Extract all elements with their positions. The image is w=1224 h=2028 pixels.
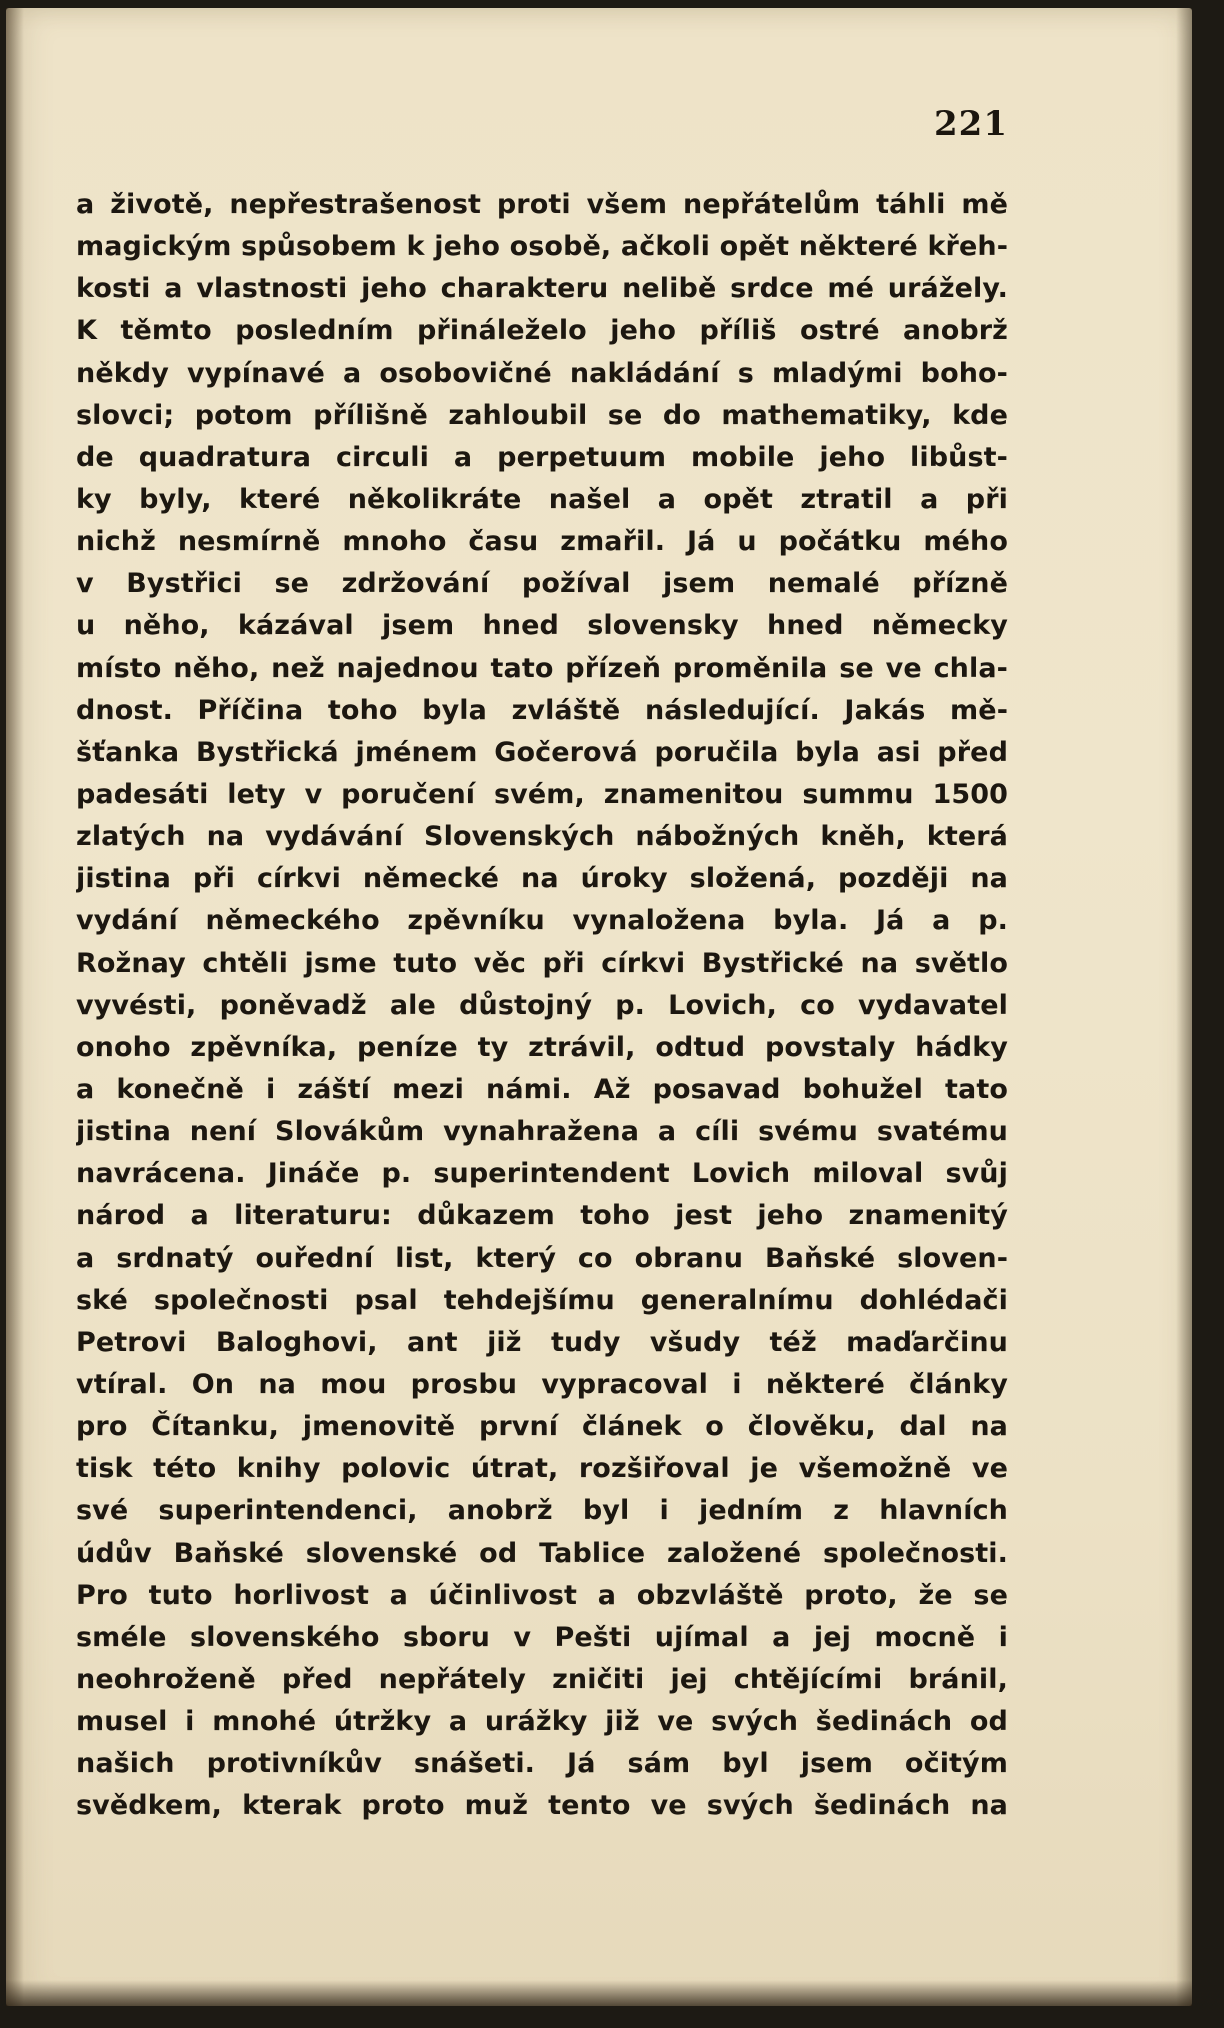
text-line: Pro tuto horlivost a účinlivost a obzvláště proto, že se: [76, 1579, 1008, 1611]
text-line: dnost. Příčina toho byla zvláště následující. Jakás mě-: [76, 694, 1008, 726]
text-line: ské společnosti psal tehdejšímu generalnímu dohlédači: [76, 1284, 1008, 1316]
text-line: kosti a vlastnosti jeho charakteru nelibě srdce mé urážely.: [76, 273, 1008, 305]
text-line: slovci; potom přílišně zahloubil se do mathematiky, kde: [76, 399, 1008, 431]
text-line: vyvésti, poněvadž ale důstojný p. Lovich, co vydavatel: [76, 989, 1008, 1021]
text-line: našich protivníkův snášeti. Já sám byl jsem očitým: [76, 1748, 1008, 1780]
text-line: Rožnay chtěli jsme tuto věc při církvi Bystřické na světlo: [76, 947, 1008, 979]
text-line: ky byly, které několikráte našel a opět ztratil a při: [76, 483, 1008, 515]
text-line: u něho, kázával jsem hned slovensky hned německy: [76, 610, 1008, 642]
text-line: vtíral. On na mou prosbu vypracoval i některé články: [76, 1368, 1008, 1400]
text-line: údův Baňské slovenské od Tablice založené společnosti.: [76, 1537, 1008, 1569]
text-line: a srdnatý ouřední list, který co obranu Baňské sloven-: [76, 1242, 1008, 1274]
text-line: padesáti lety v poručení svém, znamenitou summu 1500: [76, 778, 1008, 810]
text-line: K těmto posledním přináleželo jeho příliš ostré anobrž: [76, 315, 1008, 347]
bottom-edge-shadow: [6, 1980, 1192, 2006]
text-line: šťanka Bystřická jménem Gočerová poručila byla asi před: [76, 736, 1008, 768]
text-line: v Bystřici se zdržování požíval jsem nemalé přízně: [76, 568, 1008, 600]
text-line: a konečně i záští mezi námi. Až posavad bohužel tato: [76, 1073, 1008, 1105]
text-line: navrácena. Jináče p. superintendent Lovich miloval svůj: [76, 1158, 1008, 1190]
body-text: [76, 184, 1008, 1827]
text-line: musel i mnohé útržky a urážky již ve svých šedinách od: [76, 1706, 1008, 1738]
text-line: svědkem, kterak proto muž tento ve svých šedinách na: [76, 1790, 1008, 1822]
text-line: vydání německého zpěvníku vynaložena byla. Já a p.: [76, 905, 1008, 937]
text-line: a životě, nepřestrašenost proti všem nepřátelům táhli mě: [76, 189, 1008, 220]
book-gutter-shadow: [6, 8, 24, 2006]
text-line: pro Čítanku, jmenovitě první článek o člověku, dal na: [76, 1411, 1008, 1443]
text-line: Petrovi Baloghovi, ant již tudy všudy též maďarčinu: [76, 1326, 1008, 1358]
text-line: jistina není Slovákům vynahražena a cíli svému svatému: [76, 1116, 1008, 1148]
text-line: jistina při církvi německé na úroky složená, později na: [76, 863, 1008, 895]
page-number: 221: [934, 104, 1008, 144]
text-line: nichž nesmírně mnoho času zmařil. Já u počátku mého: [76, 526, 1008, 558]
text-line: své superintendenci, anobrž byl i jedním z hlavních: [76, 1495, 1008, 1527]
text-line: sméle slovenského sboru v Pešti ujímal a jej mocně i: [76, 1621, 1008, 1653]
text-line: neohroženě před nepřátely zničiti jej chtějícími bránil,: [76, 1663, 1008, 1695]
text-line: de quadratura circuli a perpetuum mobile jeho libůst-: [76, 441, 1008, 473]
text-line: onoho zpěvníka, peníze ty ztrávil, odtud povstaly hádky: [76, 1031, 1008, 1063]
page-edge-shadow: [1176, 8, 1192, 2006]
text-line: někdy vypínavé a osobovičné nakládání s mladými boho-: [76, 357, 1008, 389]
text-line: tisk této knihy polovic útrat, rozšiřoval je všemožně ve: [76, 1453, 1008, 1485]
text-line: zlatých na vydávání Slovenských nábožných kněh, která: [76, 821, 1008, 853]
text-line: národ a literaturu: důkazem toho jest jeho znamenitý: [76, 1200, 1008, 1232]
text-line: místo něho, než najednou tato přízeň proměnila se ve chla-: [76, 652, 1008, 684]
text-line: magickým spůsobem k jeho osobě, ačkoli opět některé křeh-: [76, 231, 1008, 263]
